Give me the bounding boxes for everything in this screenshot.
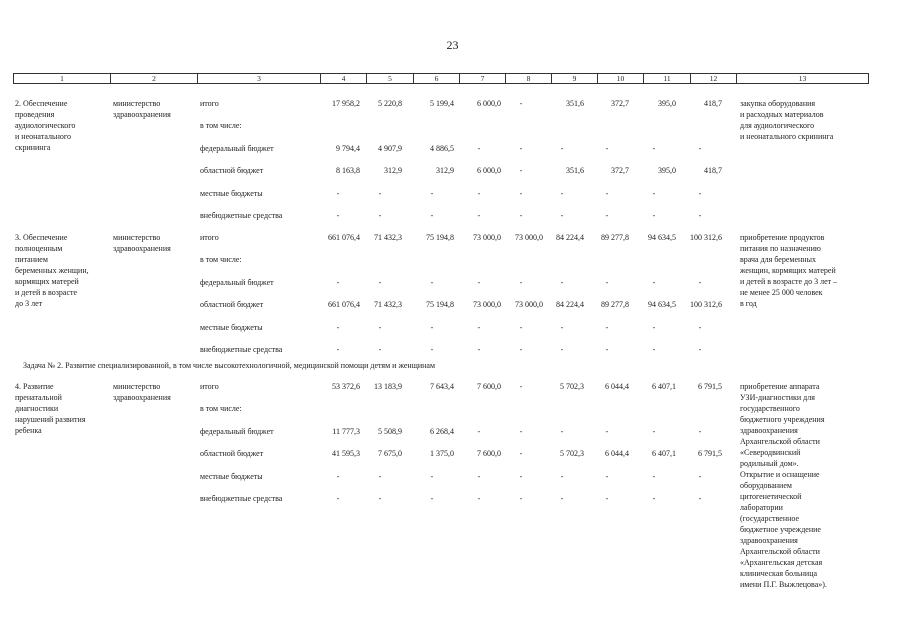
expected-result: приобретение продуктов питания по назначению врача для беременных женщин, кормящих матерей и детей в возрасте до 3 лет – не менее 25 000 человек в год (740, 233, 838, 308)
amount-cell: 7 675,0 (378, 449, 402, 459)
amount-cell: - (336, 211, 340, 220)
amount-cell: 89 277,8 (601, 233, 629, 242)
header-col-4: 4 (321, 74, 367, 83)
amount-cell: 312,9 (384, 166, 402, 176)
amount-cell: - (519, 322, 523, 332)
amount-cell: - (477, 322, 481, 332)
amount-cell: - (336, 345, 340, 354)
measure-name: 4. Развитие пренатальной диагностики нарушений развития ребенка (15, 382, 86, 435)
header-col-9: 9 (552, 74, 598, 83)
amount-cell: - (378, 277, 382, 287)
funding-source-label: внебюджетные средства (200, 494, 283, 503)
amount-cell: - (698, 277, 702, 287)
amount-cell: - (560, 277, 564, 287)
header-col-11: 11 (644, 74, 691, 83)
amount-cell: - (605, 211, 609, 220)
amount-cell: - (430, 188, 434, 198)
amount-cell: 73 000,0 (473, 233, 501, 242)
amount-cell: 89 277,8 (601, 300, 629, 310)
measure-name: 2. Обеспечение проведения аудиологического и неонатального скрининга (15, 99, 76, 152)
amount-cell: 395,0 (658, 99, 676, 108)
task-heading: Задача № 2. Развитие специализированной, в том числе высокотехнологичной, медицинской помощи детям и женщинам (23, 361, 436, 370)
amount-cell: - (477, 188, 481, 198)
funding-source-label: в том числе: (200, 121, 242, 131)
amount-cell: - (430, 471, 434, 481)
amount-cell: - (652, 494, 656, 503)
amount-cell: - (652, 322, 656, 332)
amount-cell: - (477, 494, 481, 503)
amount-cell: - (605, 471, 609, 481)
amount-cell: - (519, 345, 523, 354)
amount-cell: - (519, 166, 523, 176)
amount-cell: - (519, 494, 523, 503)
header-col-3: 3 (198, 74, 321, 83)
amount-cell: 100 312,6 (690, 300, 722, 310)
amount-cell: 84 224,4 (556, 233, 584, 242)
amount-cell: 7 600,0 (477, 382, 501, 391)
amount-cell: 11 777,3 (332, 426, 360, 436)
amount-cell: - (430, 322, 434, 332)
amount-cell: 17 958,2 (332, 99, 360, 108)
amount-cell: 75 194,8 (426, 233, 454, 242)
funding-source-label: итого (200, 382, 219, 391)
amount-cell: 6 044,4 (605, 449, 629, 459)
measure-name: 3. Обеспечение полноценным питанием беременных женщин, кормящих матерей и детей в возрасте до 3 лет (15, 233, 89, 308)
header-col-12: 12 (691, 74, 737, 83)
amount-cell: - (698, 345, 702, 354)
amount-cell: 7 643,4 (430, 382, 454, 391)
table-header (13, 73, 869, 84)
funding-source-label: итого (200, 233, 219, 242)
amount-cell: 312,9 (436, 166, 454, 176)
amount-cell: - (652, 211, 656, 220)
amount-cell: 6 268,4 (430, 426, 454, 436)
amount-cell: - (378, 188, 382, 198)
amount-cell: - (477, 143, 481, 153)
amount-cell: - (336, 471, 340, 481)
amount-cell: 94 634,5 (648, 300, 676, 310)
amount-cell: - (430, 345, 434, 354)
expected-result: приобретение аппарата УЗИ-диагностики для государственного бюджетного учреждения здравоохранения Архангельской области «Северодвинский родильный дом». Открытие и оснащение оборудованием цитогенетической лаборатории (государственное бюджетное учреждение здравоохранения Архангельской области «Архангельская детская клиническая больница имени П.Г. Выжлецова»). (740, 382, 827, 589)
funding-source-label: в том числе: (200, 255, 242, 265)
page-number: 23 (446, 38, 459, 52)
amount-cell: 100 312,6 (690, 233, 722, 242)
executor: министерство здравоохранения (113, 99, 171, 119)
amount-cell: - (519, 277, 523, 287)
executor: министерство здравоохранения (113, 382, 171, 402)
header-col-13: 13 (798, 74, 807, 83)
funding-source-label: федеральный бюджет (200, 426, 274, 436)
amount-cell: - (698, 426, 702, 436)
amount-cell: - (378, 211, 382, 220)
amount-cell: - (652, 143, 656, 153)
amount-cell: - (698, 322, 702, 332)
header-col-6: 6 (414, 74, 460, 83)
amount-cell: - (652, 345, 656, 354)
funding-source-label: федеральный бюджет (200, 277, 274, 287)
header-col-10: 10 (598, 74, 644, 83)
amount-cell: 73 000,0 (473, 300, 501, 310)
amount-cell: - (560, 471, 564, 481)
amount-cell: 9 794,4 (336, 143, 360, 153)
amount-cell: 94 634,5 (648, 233, 676, 242)
amount-cell: - (519, 471, 523, 481)
amount-cell: - (652, 188, 656, 198)
amount-cell: - (519, 426, 523, 436)
amount-cell: - (336, 322, 340, 332)
header-col-1: 1 (14, 74, 111, 83)
amount-cell: - (477, 471, 481, 481)
funding-source-label: областной бюджет (200, 300, 264, 310)
header-col-2: 2 (111, 74, 198, 83)
funding-source-label: областной бюджет (200, 166, 264, 176)
amount-cell: - (560, 345, 564, 354)
amount-cell: 71 432,3 (374, 233, 402, 242)
amount-cell: 6 791,5 (698, 382, 722, 391)
header-col-8: 8 (506, 74, 552, 83)
amount-cell: 395,0 (658, 166, 676, 176)
amount-cell: 71 432,3 (374, 300, 402, 310)
amount-cell: 75 194,8 (426, 300, 454, 310)
amount-cell: 6 791,5 (698, 449, 722, 459)
funding-source-label: внебюджетные средства (200, 345, 283, 354)
funding-source-label: федеральный бюджет (200, 143, 274, 153)
amount-cell: - (378, 322, 382, 332)
header-col-7: 7 (460, 74, 506, 83)
amount-cell: 41 595,3 (332, 449, 360, 459)
amount-cell: - (560, 143, 564, 153)
amount-cell: - (430, 211, 434, 220)
amount-cell: - (560, 322, 564, 332)
amount-cell: 5 702,3 (560, 449, 584, 459)
amount-cell: - (698, 494, 702, 503)
amount-cell: - (477, 345, 481, 354)
amount-cell: 13 183,9 (374, 382, 402, 391)
amount-cell: 84 224,4 (556, 300, 584, 310)
amount-cell: - (652, 277, 656, 287)
amount-cell: - (336, 188, 340, 198)
amount-cell: 372,7 (611, 99, 629, 108)
amount-cell: - (698, 143, 702, 153)
amount-cell: - (336, 277, 340, 287)
amount-cell: 7 600,0 (477, 449, 501, 459)
amount-cell: - (519, 449, 523, 459)
funding-source-label: областной бюджет (200, 449, 264, 459)
amount-cell: 8 163,8 (336, 166, 360, 176)
amount-cell: - (519, 143, 523, 153)
amount-cell: 53 372,6 (332, 382, 360, 391)
funding-source-label: местные бюджеты (200, 322, 263, 332)
amount-cell: 5 508,9 (378, 426, 402, 436)
amount-cell: - (560, 426, 564, 436)
amount-cell: - (605, 188, 609, 198)
amount-cell: - (519, 382, 523, 391)
amount-cell: 5 199,4 (430, 99, 454, 108)
amount-cell: 73 000,0 (515, 233, 543, 242)
amount-cell: - (698, 188, 702, 198)
amount-cell: - (378, 471, 382, 481)
amount-cell: 6 044,4 (605, 382, 629, 391)
funding-source-label: в том числе: (200, 404, 242, 414)
amount-cell: 1 375,0 (430, 449, 454, 459)
amount-cell: - (519, 188, 523, 198)
amount-cell: 6 000,0 (477, 166, 501, 176)
amount-cell: 351,6 (566, 99, 584, 108)
amount-cell: - (698, 211, 702, 220)
amount-cell: - (477, 211, 481, 220)
amount-cell: 4 886,5 (430, 143, 454, 153)
amount-cell: 5 702,3 (560, 382, 584, 391)
amount-cell: - (560, 494, 564, 503)
amount-cell: - (605, 345, 609, 354)
funding-source-label: внебюджетные средства (200, 211, 283, 220)
amount-cell: 372,7 (611, 166, 629, 176)
executor: министерство здравоохранения (113, 233, 171, 253)
expected-result: закупка оборудования и расходных материалов для аудиологического и неонатального скрининга (740, 99, 834, 141)
amount-cell: 4 907,9 (378, 143, 402, 153)
amount-cell: - (652, 471, 656, 481)
amount-cell: 661 076,4 (328, 300, 360, 310)
funding-source-label: итого (200, 99, 219, 108)
amount-cell: 418,7 (704, 99, 722, 108)
amount-cell: 6 407,1 (652, 382, 676, 391)
amount-cell: - (378, 345, 382, 354)
amount-cell: - (477, 426, 481, 436)
amount-cell: 5 220,8 (378, 99, 402, 108)
amount-cell: 6 407,1 (652, 449, 676, 459)
amount-cell: - (560, 188, 564, 198)
amount-cell: - (605, 426, 609, 436)
amount-cell: - (560, 211, 564, 220)
amount-cell: - (477, 277, 481, 287)
amount-cell: 418,7 (704, 166, 722, 176)
amount-cell: - (652, 426, 656, 436)
funding-source-label: местные бюджеты (200, 471, 263, 481)
amount-cell: - (605, 494, 609, 503)
amount-cell: - (336, 494, 340, 503)
amount-cell: - (605, 143, 609, 153)
funding-source-label: местные бюджеты (200, 188, 263, 198)
amount-cell: 73 000,0 (515, 300, 543, 310)
amount-cell: - (698, 471, 702, 481)
amount-cell: - (605, 277, 609, 287)
amount-cell: - (378, 494, 382, 503)
amount-cell: 6 000,0 (477, 99, 501, 108)
amount-cell: - (430, 494, 434, 503)
amount-cell: - (519, 99, 523, 108)
amount-cell: 351,6 (566, 166, 584, 176)
amount-cell: - (430, 277, 434, 287)
amount-cell: 661 076,4 (328, 233, 360, 242)
amount-cell: - (519, 211, 523, 220)
amount-cell: - (605, 322, 609, 332)
header-col-5: 5 (367, 74, 414, 83)
